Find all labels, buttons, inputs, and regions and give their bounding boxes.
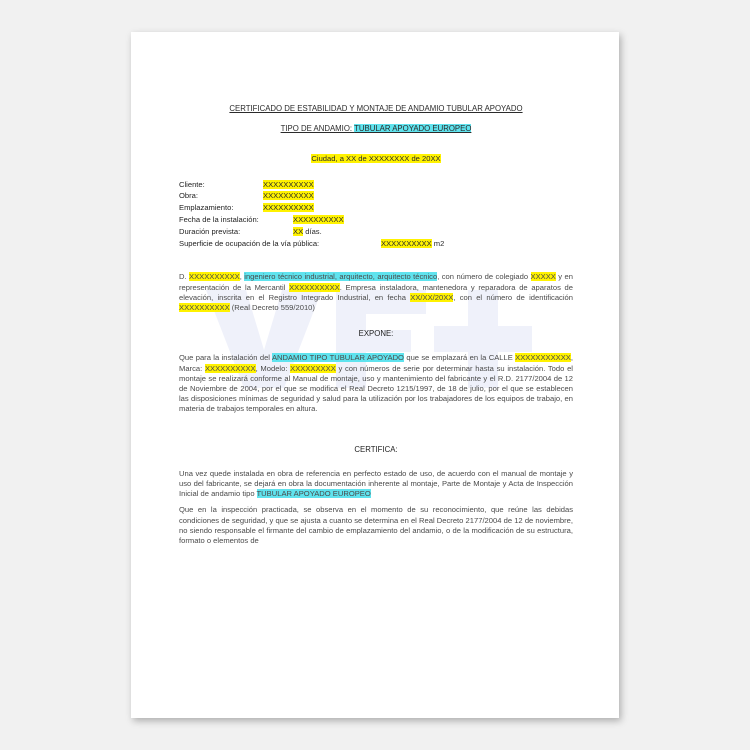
tipo-label: TIPO DE ANDAMIO: — [280, 124, 355, 134]
certifica-paragraph-2: Que en la inspección practicada, se observa en el momento de su reconocimiento, que reúne las debidas condiciones de seguridad, y que se ajusta a cuanto se determina en el Real Decreto 2177/2004 de 12 de noviembre, no siendo responsable el firmante del cambio de emplazamiento del andamio, o de la modificación de su estructura, formato o elementos de — [179, 505, 573, 546]
intro-mercantil: XXXXXXXXXX — [289, 282, 340, 292]
fields-block — [179, 179, 573, 250]
field-value: XX — [293, 226, 304, 236]
tipo-value: TUBULAR APOYADO EUROPEO — [354, 124, 472, 134]
document-page — [131, 32, 619, 718]
certifica-text: Una vez quede instalada en obra de referencia en perfecto estado de uso, de acuerdo con el manual de montaje y uso del fabricante, se dejará en obra la documentación inherente al montaje, Parte de Montaje y Acta de Inspección Inicial de andamio tipo — [179, 468, 573, 499]
expone-text: , Marca: — [179, 353, 573, 373]
expone-text: Que para la instalación del — [179, 353, 272, 363]
city-date-line — [179, 154, 573, 164]
expone-text: y con números de serie por determinar hasta su instalación. Todo el montaje se realizará conforme al Manual de montaje, uso y mantenimiento del fabricante y el R.D. 2177/2004 de 12 de Noviembre de 2004, por el que se modifica el Real Decreto 1215/1997, de 18 de julio, por el que se establecen las disposiciones mínimas de seguridad y salud para la utilización por los trabajadores de los equipos de trabajo, en materia de trabajos temporales en altura. — [179, 363, 573, 414]
intro-text: y en representación de la Mercantil — [179, 272, 573, 292]
expone-calle: XXXXXXXXXXX — [515, 353, 571, 363]
intro-text: , con número de colegiado — [437, 272, 531, 282]
field-suffix: m2 — [431, 238, 445, 248]
field-label: Cliente: — [179, 179, 205, 189]
field-label: Superficie de ocupación de la vía pública: — [179, 238, 320, 248]
intro-text: D. — [179, 272, 190, 282]
field-label: Emplazamiento: — [179, 203, 234, 213]
certifica-paragraph-1 — [179, 469, 573, 500]
expone-text: , Modelo: — [255, 363, 291, 373]
document-title: CERTIFICADO DE ESTABILIDAD Y MONTAJE DE ANDAMIO TUBULAR APOYADO — [229, 104, 523, 113]
field-row-fecha-instalacion — [179, 214, 573, 226]
field-value: XXXXXXXXXX — [263, 203, 314, 213]
field-label: Fecha de la instalación: — [179, 215, 259, 224]
intro-fecha: XX/XX/20XX — [410, 292, 454, 302]
field-row-duracion — [179, 226, 573, 238]
city-date: Ciudad, a XX de XXXXXXXX de 20XX — [311, 154, 441, 164]
document-body — [179, 104, 573, 546]
intro-colegiado: XXXXX — [530, 272, 556, 282]
intro-text: , — [239, 272, 245, 282]
field-value: XXXXXXXXXX — [263, 191, 314, 201]
expone-heading: EXPONE: — [358, 329, 394, 339]
intro-identificacion: XXXXXXXXXX — [179, 303, 230, 312]
field-row-emplazamiento — [179, 202, 573, 214]
certifica-tipo: TUBULAR APOYADO EUROPEO — [256, 489, 371, 499]
field-label: Obra: — [179, 191, 198, 201]
expone-paragraph — [179, 353, 573, 414]
certifica-heading: CERTIFICA: — [354, 444, 398, 454]
intro-profession: ingeniero técnico industrial, arquitecto, arquitecto técnico — [244, 272, 438, 282]
intro-name: XXXXXXXXXX — [189, 272, 240, 282]
field-label: Duración prevista: — [179, 226, 241, 236]
field-row-cliente — [179, 179, 573, 191]
expone-andamio: ANDAMIO TIPO TUBULAR APOYADO — [271, 353, 404, 363]
expone-modelo: XXXXXXXXX — [290, 363, 336, 373]
intro-paragraph — [179, 272, 573, 313]
intro-text: (Real Decreto 559/2010) — [229, 303, 315, 312]
field-suffix: días. — [303, 226, 322, 236]
field-value: XXXXXXXXXX — [381, 238, 432, 248]
intro-text: , con el número de identificación — [453, 292, 573, 302]
field-value: XXXXXXXXXX — [293, 215, 344, 224]
field-row-superficie — [179, 238, 573, 250]
field-row-obra — [179, 190, 573, 202]
field-value: XXXXXXXXXX — [263, 179, 314, 189]
tipo-andamio — [179, 124, 573, 134]
intro-text: . Empresa instaladora, mantenedora y reparadora de aparatos de elevación, inscrita en el Registro Integrado Industrial, en fecha — [179, 282, 573, 302]
expone-marca: XXXXXXXXXX — [204, 363, 256, 373]
expone-text: que se emplazará en la CALLE — [403, 353, 516, 363]
